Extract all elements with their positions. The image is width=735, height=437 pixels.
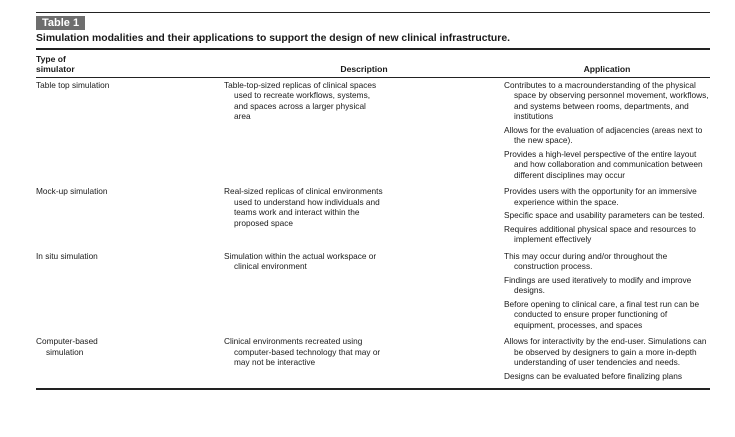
cell-type <box>36 183 224 248</box>
bottom-rule <box>36 388 710 390</box>
table-row <box>36 183 710 248</box>
table-caption: Simulation modalities and their applications to support the design of new clinical infrastructure. <box>36 33 510 44</box>
application-item: Provides a high-level perspective of the entire layout and how collaboration and communication between different disciplines may occur <box>504 148 703 180</box>
header-application: Application <box>583 64 631 75</box>
cell-application <box>504 248 710 334</box>
header-type <box>36 50 224 77</box>
cell-type <box>36 248 224 334</box>
table-body <box>36 78 710 385</box>
top-rule <box>36 12 710 13</box>
description-text: Clinical environments recreated using computer-based technology that may or may not be interactive <box>224 336 381 368</box>
simulator-type: Computer-based simulation <box>36 336 98 357</box>
header-type-line2: simulator <box>36 64 75 75</box>
cell-type <box>36 78 224 184</box>
cell-description <box>224 248 504 334</box>
application-item: Allows for interactivity by the end-user. Simulations can be observed by designers to gain a more in-depth understanding of user tendencies and needs. <box>504 336 707 368</box>
cell-description <box>224 333 504 384</box>
header-description: Description <box>340 64 388 75</box>
application-item: Designs can be evaluated before finalizing plans <box>504 370 683 381</box>
simulator-type: Table top simulation <box>36 79 110 90</box>
application-item: Findings are used iteratively to modify and improve designs. <box>504 274 692 296</box>
description-text: Table-top-sized replicas of clinical spaces used to recreate workflows, systems, and spaces across a larger physical area <box>224 79 377 122</box>
application-item: Requires additional physical space and resources to implement effectively <box>504 223 696 245</box>
description-text: Real-sized replicas of clinical environments used to understand how individuals and teams work and interact within the proposed space <box>224 186 383 228</box>
simulator-type: Mock-up simulation <box>36 186 108 197</box>
cell-description <box>224 183 504 248</box>
application-item: This may occur during and/or throughout the construction process. <box>504 250 668 272</box>
application-item: Specific space and usability parameters can be tested. <box>504 210 705 221</box>
table-label: Table 1 <box>36 16 85 30</box>
simulator-type: In situ simulation <box>36 250 98 261</box>
table-row <box>36 78 710 184</box>
header-type-line1: Type of <box>36 53 66 64</box>
header-row <box>36 50 710 77</box>
simulation-table <box>36 50 710 385</box>
table-row <box>36 333 710 384</box>
cell-application <box>504 78 710 184</box>
application-item: Before opening to clinical care, a final test run can be conducted to ensure proper functioning of equipment, processes, and spaces <box>504 298 700 330</box>
cell-description <box>224 78 504 184</box>
table-row <box>36 248 710 334</box>
description-text: Simulation within the actual workspace or clinical environment <box>224 250 377 272</box>
table-container <box>36 12 710 390</box>
application-item: Provides users with the opportunity for an immersive experience within the space. <box>504 186 697 207</box>
cell-application <box>504 183 710 248</box>
application-item: Allows for the evaluation of adjacencies (areas next to the new space). <box>504 124 703 146</box>
cell-type <box>36 333 224 384</box>
application-item: Contributes to a macrounderstanding of the physical space by observing personnel movement, workflows, and systems between rooms, departments, and institutions <box>504 79 709 122</box>
cell-application <box>504 333 710 384</box>
